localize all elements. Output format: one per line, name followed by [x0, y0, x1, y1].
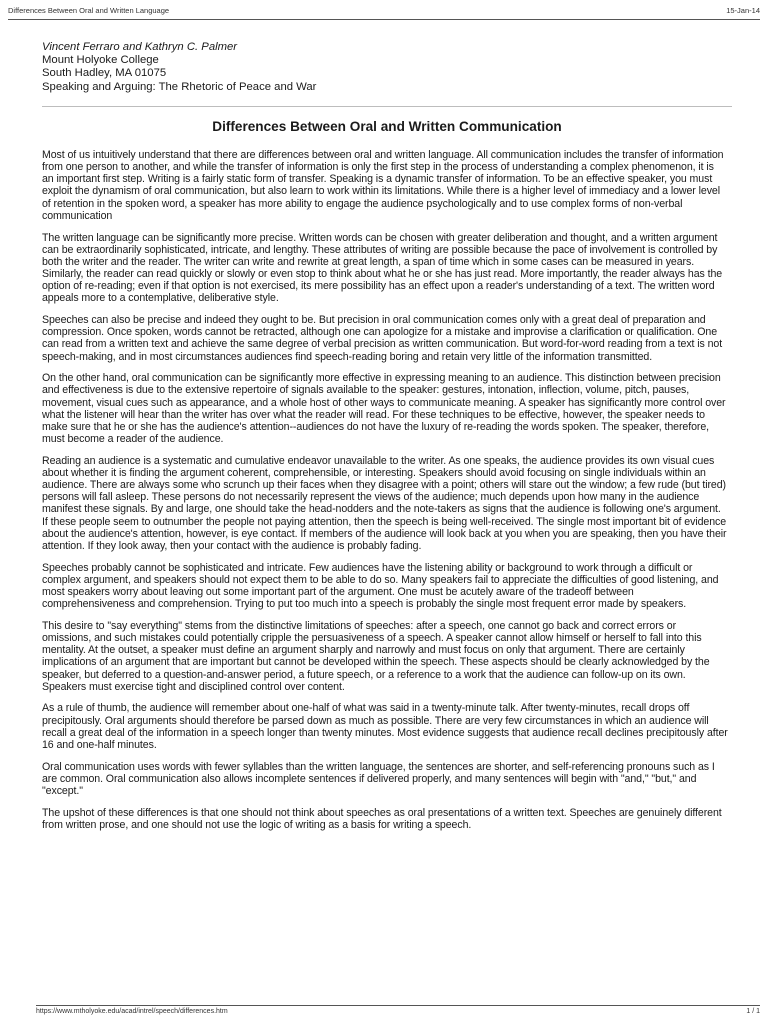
print-header-date: 15-Jan-14	[726, 6, 760, 15]
body-paragraph: Most of us intuitively understand that there are differences between oral and written language. All communication includes the transfer of information from one person to another, and while the transfer of information is only the first step in the process of understanding a complex phenomenon, it is an important first step. Writing is a fairly static form of transfer. Speaking is a dynamic transfer of information. To be an effective speaker, you must exploit the dynamism of oral communication, but also learn to work within its limitations. While there is a higher level of immediacy and a lower level of retention in the spoken word, a speaker has more ability to engage the audience psychologically and to use complex forms of non-verbal communication	[42, 149, 724, 222]
print-header-title: Differences Between Oral and Written Language	[8, 6, 170, 15]
body-paragraph: Oral communication uses words with fewer syllables than the written language, the sentences are shorter, and self-referencing pronouns such as I are common. Oral communication also allows incomplete sentences if delivered properly, and many sentences will begin with "and," "but," and "except."	[42, 760, 715, 797]
author-institution: Mount Holyoke College	[42, 54, 159, 67]
body-paragraph: The written language can be significantly more precise. Written words can be chosen with greater deliberation and thought, and a written argument can be extraordinarily sophisticated, intricate, and lengthy. These attributes of writing are possible because the pace of involvement is controlled by both the writer and the reader. The writer can write and rewrite at great length, a span of time which in some cases can be measured in years. Similarly, the reader can read quickly or slowly or even stop to think about what he or she has just read. More importantly, the reader always has the option of re-reading; even if that option is not exercised, its mere possibility has an effect upon a reader's understanding of a text. The written word appeals more to a contemplative, deliberative style.	[42, 231, 723, 305]
body-paragraph: The upshot of these differences is that one should not think about speeches as oral presentations of a written text. Speeches are genuinely different from written prose, and one should not use the logic of writing as a basis for writing a speech.	[42, 806, 722, 831]
print-header	[8, 6, 760, 18]
section-divider	[42, 106, 732, 107]
author-location: South Hadley, MA 01075	[42, 67, 167, 80]
author-block	[42, 41, 732, 94]
document-title: Differences Between Oral and Written Communication	[212, 119, 562, 134]
print-footer-divider	[36, 1005, 760, 1006]
body-paragraph: Speeches probably cannot be sophisticated and intricate. Few audiences have the listening ability or background to work through a difficult or complex argument, and speakers should not expect them to be able to do so. Many speakers fail to appreciate the difficulties of good listening, and most speakers worry about leaving out some important part of the argument. One must be acutely aware of the tradeoff between comprehensiveness and comprehension. Trying to put too much into a speech is probably the single most frequent error made by speakers.	[42, 561, 719, 611]
page-number: 1 / 1	[746, 1008, 760, 1015]
print-footer	[36, 1008, 760, 1020]
body-paragraph: Speeches can also be precise and indeed they ought to be. But precision in oral communication comes only with a great deal of preparation and compression. Once spoken, words cannot be retracted, although one can apologize for a mistake and improvise a clarification or qualification. One can read from a written text and achieve the same degree of verbal precision as written communication. But word-for-word reading from a text is not speech-making, and in most circumstances audiences find speech-reading boring and retain very little of the information transmitted.	[42, 314, 723, 363]
body-paragraph: This desire to "say everything" stems from the distinctive limitations of speeches: after a speech, one cannot go back and correct errors or omissions, and such mistakes could potentially cripple the persuasiveness of a speech. A speaker cannot allow himself or herself to fall into this mentality. At the outset, a speaker must define an argument sharply and narrowly and must focus on only that argument. There are certainly implications of an argument that are important but cannot be developed within the speech. These aspects should be clearly acknowledged by the speaker, but deferred to a question-and-answer period, a future speech, or a reference to a work that the audience can follow-up on its own. Speakers must exercise tight and disciplined control over content.	[42, 619, 710, 693]
author-names: Vincent Ferraro and Kathryn C. Palmer	[42, 41, 238, 53]
document-body	[42, 149, 728, 841]
course-name: Speaking and Arguing: The Rhetoric of Peace and War	[42, 80, 317, 93]
body-paragraph: As a rule of thumb, the audience will remember about one-half of what was said in a twenty-minute talk. After twenty-minutes, recall drops off precipitously. Oral arguments should therefore be parsed down as much as possible. There are very few circumstances in which an audience will recall a great deal of the information in a speech longer than twenty minutes. Most evidence suggests that audience recall declines precipitously after 16 and one-half minutes.	[42, 702, 728, 751]
source-url: https://www.mtholyoke.edu/acad/intrel/speech/differences.htm	[36, 1008, 228, 1015]
print-header-divider	[8, 19, 760, 20]
body-paragraph: Reading an audience is a systematic and cumulative endeavor unavailable to the writer. As one speaks, the audience provides its own visual cues about whether it is finding the argument coherent, comprehensible, or interesting. Speakers should avoid focusing on single individuals within an audience. There are always some who scrunch up their faces when they disagree with a point; others will stare out the window; a few rude (but tired) persons will fall asleep. These persons do not necessarily represent the views of the audience; much depends upon how many in the audience manifest these signals. By and large, one should take the head-nodders and the note-takers as signs that the audience is following one's argument. If these people seem to outnumber the people not paying attention, then the speech is being well-received. The single most important bit of evidence about the audience's attention, however, is eye contact. If members of the audience will look back at you when you are speaking, then you have their attention. If they look away, then your contact with the audience is probably fading.	[42, 454, 727, 552]
body-paragraph: On the other hand, oral communication can be significantly more effective in expressing meaning to an audience. This distinction between precision and effectiveness is due to the extensive repertoire of signals available to the speaker: gestures, intonation, inflection, volume, pitch, pauses, movement, visual cues such as appearance, and a whole host of other ways to communicate meaning. A speaker has significantly more control over what the listener will hear than the writer has over what the reader will read. For these techniques to be effective, however, the speaker needs to make sure that he or she has the audience's attention--audiences do not have the luxury of re-reading the words spoken. The speaker, therefore, must become a reader of the audience.	[42, 372, 726, 446]
